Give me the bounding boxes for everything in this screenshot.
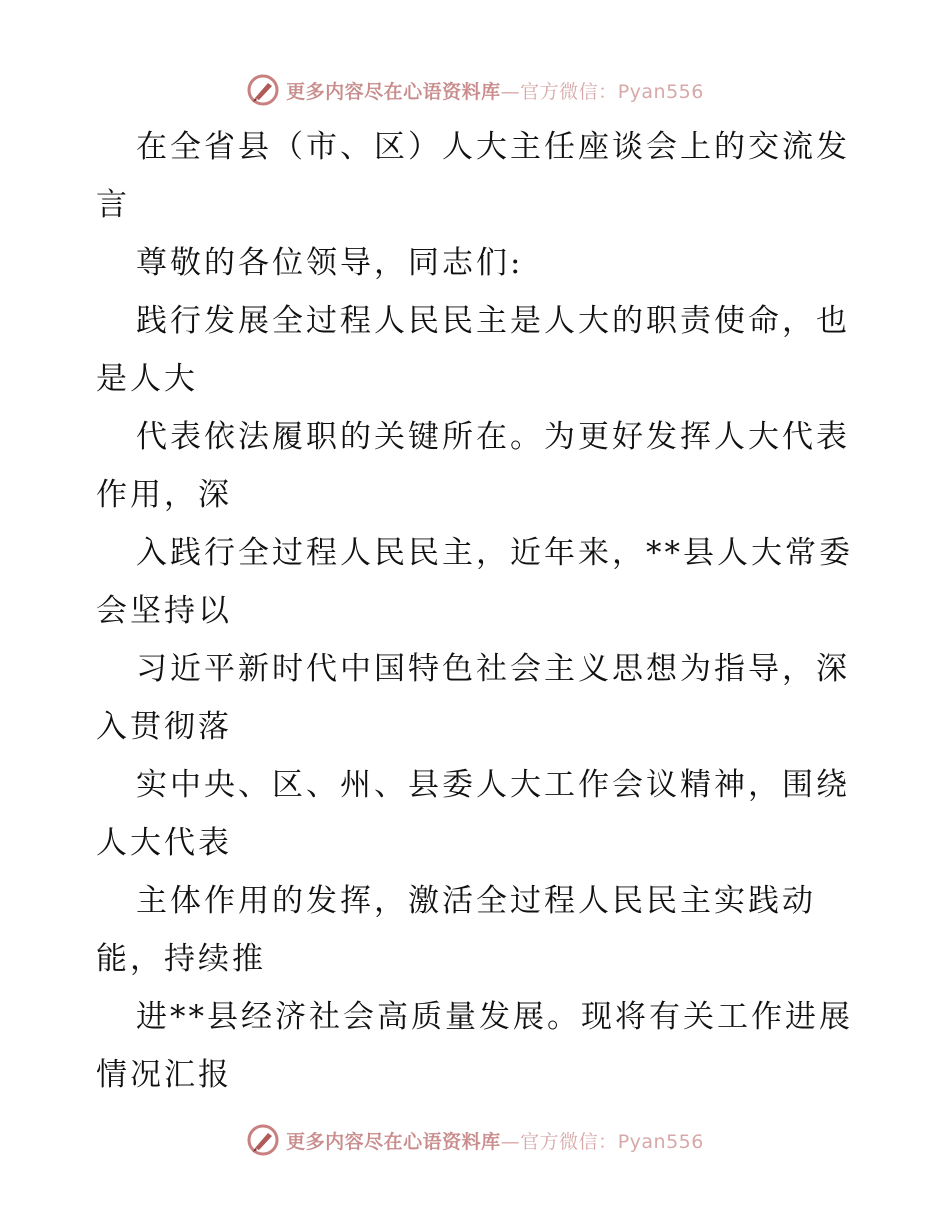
paragraph-line: 主体作用的发挥，激活全过程人民民主实践动 [136,883,816,919]
banner-wechat-id: Pyan556 [617,1130,704,1153]
pen-logo-icon [246,73,280,107]
banner-brand: 更多内容尽在心语资料库 [286,1130,501,1153]
banner-brand: 更多内容尽在心语资料库 [286,80,501,103]
paragraph-line: 代表依法履职的关键所在。为更好发挥人大代表 [136,419,850,455]
paragraph-line: 作用，深 [96,477,232,513]
banner-text [286,77,704,104]
banner-wechat-id: Pyan556 [617,80,704,103]
banner-dash: — [500,80,521,103]
paragraph-line: 践行发展全过程人民民主是人大的职责使命，也 [136,303,850,339]
banner-official: 官方微信： [520,1130,618,1153]
document-title-line-2: 言 [96,187,130,223]
paragraph-line: 习近平新时代中国特色社会主义思想为指导，深 [136,651,850,687]
banner-text [286,1127,704,1154]
paragraph-line: 能，持续推 [96,941,266,977]
banner-official: 官方微信： [520,80,618,103]
paragraph-line: 入贯彻落 [96,709,232,745]
header-banner [0,72,950,108]
paragraph-line: 入践行全过程人民民主，近年来，**县人大常委 [136,535,853,571]
paragraph-line: 会坚持以 [96,593,232,629]
footer-banner [0,1122,950,1158]
document-body [96,118,856,1104]
paragraph-line: 情况汇报 [96,1057,232,1093]
paragraph-line: 人大代表 [96,825,232,861]
paragraph-line: 实中央、区、州、县委人大工作会议精神，围绕 [136,767,850,803]
salutation: 尊敬的各位领导，同志们: [136,245,524,281]
banner-dash: — [500,1130,521,1153]
pen-logo-icon [246,1123,280,1157]
document-title-line-1: 在全省县（市、区）人大主任座谈会上的交流发 [136,129,850,165]
paragraph-line: 进**县经济社会高质量发展。现将有关工作进展 [136,999,853,1035]
paragraph-line: 是人大 [96,361,198,397]
